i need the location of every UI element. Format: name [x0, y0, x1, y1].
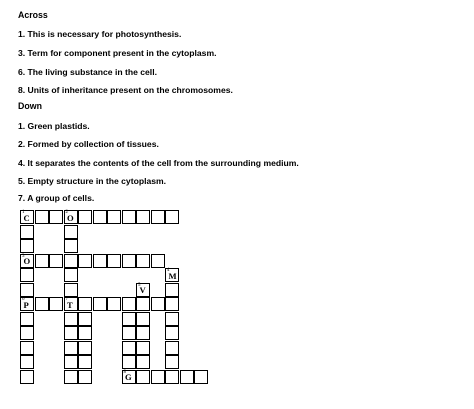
- grid-cell[interactable]: [107, 210, 121, 224]
- grid-cell[interactable]: [64, 341, 78, 355]
- grid-cell[interactable]: [78, 355, 92, 369]
- grid-cell[interactable]: [78, 326, 92, 340]
- grid-cell[interactable]: [20, 268, 34, 282]
- grid-cell[interactable]: [78, 297, 92, 311]
- grid-cell[interactable]: [165, 341, 179, 355]
- grid-cell[interactable]: [20, 254, 34, 268]
- grid-cell[interactable]: [64, 370, 78, 384]
- grid-cell[interactable]: [136, 341, 150, 355]
- cell-letter: V: [139, 285, 146, 295]
- grid-cell[interactable]: [20, 355, 34, 369]
- across-clue-8: 8. Units of inheritance present on the chromosomes.: [18, 85, 233, 95]
- clue-number: 2: [65, 210, 68, 215]
- grid-cell[interactable]: [136, 254, 150, 268]
- down-clue-4: 4. It separates the contents of the cell from the surrounding medium.: [18, 158, 299, 168]
- across-clue-1: 1. This is necessary for photosynthesis.: [18, 29, 182, 39]
- grid-cell[interactable]: [122, 254, 136, 268]
- grid-cell[interactable]: [64, 326, 78, 340]
- grid-cell[interactable]: [136, 370, 150, 384]
- grid-cell[interactable]: [35, 210, 49, 224]
- down-heading: Down: [18, 101, 42, 111]
- cell-letter: O: [67, 212, 74, 223]
- grid-cell[interactable]: [107, 254, 121, 268]
- grid-cell[interactable]: [165, 268, 179, 282]
- grid-cell[interactable]: [93, 254, 107, 268]
- grid-cell[interactable]: [64, 312, 78, 326]
- clue-number: 7: [65, 297, 68, 302]
- grid-cell[interactable]: [20, 283, 34, 297]
- across-clue-3: 3. Term for component present in the cytoplasm.: [18, 48, 217, 58]
- crossword-grid: [20, 210, 200, 409]
- grid-cell[interactable]: [64, 254, 78, 268]
- grid-cell[interactable]: [93, 210, 107, 224]
- grid-cell[interactable]: [35, 254, 49, 268]
- grid-cell[interactable]: [122, 355, 136, 369]
- grid-cell[interactable]: [165, 283, 179, 297]
- clue-number: 3: [22, 253, 25, 259]
- grid-cell[interactable]: [20, 297, 34, 311]
- cell-letter: P: [23, 299, 29, 310]
- grid-cell[interactable]: [78, 312, 92, 326]
- grid-cell[interactable]: [122, 210, 136, 224]
- down-clue-5: 5. Empty structure in the cytoplasm.: [18, 176, 167, 186]
- grid-cell[interactable]: [136, 297, 150, 311]
- grid-cell[interactable]: [78, 341, 92, 355]
- grid-cell[interactable]: [151, 370, 165, 384]
- grid-cell[interactable]: [165, 326, 179, 340]
- down-clue-2: 2. Formed by collection of tissues.: [18, 139, 159, 149]
- grid-cell[interactable]: [64, 297, 78, 311]
- grid-cell[interactable]: [165, 210, 179, 224]
- grid-cell[interactable]: [64, 283, 78, 297]
- down-clue-7: 7. A group of cells.: [18, 193, 95, 203]
- grid-cell[interactable]: [151, 254, 165, 268]
- grid-cell[interactable]: [180, 370, 194, 384]
- grid-cell[interactable]: [49, 210, 63, 224]
- grid-cell[interactable]: [20, 370, 34, 384]
- grid-cell[interactable]: [78, 210, 92, 224]
- grid-cell[interactable]: [64, 210, 78, 224]
- clue-number: 6: [22, 297, 25, 302]
- grid-cell[interactable]: [136, 326, 150, 340]
- cell-letter: O: [23, 256, 31, 266]
- grid-cell[interactable]: [64, 268, 78, 282]
- grid-cell[interactable]: [93, 297, 107, 311]
- grid-cell[interactable]: [64, 355, 78, 369]
- grid-cell[interactable]: [165, 297, 179, 311]
- grid-cell[interactable]: [78, 254, 92, 268]
- grid-cell[interactable]: [136, 312, 150, 326]
- grid-cell[interactable]: [107, 297, 121, 311]
- grid-cell[interactable]: [20, 210, 34, 224]
- clue-number: 4: [167, 268, 170, 273]
- grid-cell[interactable]: [165, 355, 179, 369]
- grid-cell[interactable]: [122, 326, 136, 340]
- grid-cell[interactable]: [122, 297, 136, 311]
- down-clue-1: 1. Green plastids.: [18, 121, 90, 131]
- grid-cell[interactable]: [20, 239, 34, 253]
- grid-cell[interactable]: [49, 254, 63, 268]
- grid-cell[interactable]: [64, 225, 78, 239]
- grid-cell[interactable]: [20, 225, 34, 239]
- clue-number: 8: [123, 369, 126, 375]
- grid-cell[interactable]: [136, 283, 150, 297]
- grid-cell[interactable]: [64, 239, 78, 253]
- grid-cell[interactable]: [35, 297, 49, 311]
- grid-cell[interactable]: [151, 297, 165, 311]
- across-heading: Across: [18, 10, 48, 20]
- grid-cell[interactable]: [122, 312, 136, 326]
- grid-cell[interactable]: [165, 312, 179, 326]
- grid-cell[interactable]: [165, 370, 179, 384]
- cell-letter: M: [168, 270, 177, 281]
- grid-cell[interactable]: [20, 326, 34, 340]
- grid-cell[interactable]: [122, 370, 136, 384]
- grid-cell[interactable]: [136, 210, 150, 224]
- grid-cell[interactable]: [151, 210, 165, 224]
- grid-cell[interactable]: [78, 370, 92, 384]
- grid-cell[interactable]: [194, 370, 208, 384]
- grid-cell[interactable]: [49, 297, 63, 311]
- across-clue-6: 6. The living substance in the cell.: [18, 67, 157, 77]
- grid-cell[interactable]: [20, 341, 34, 355]
- cell-letter: G: [125, 372, 132, 382]
- grid-cell[interactable]: [136, 355, 150, 369]
- clue-number: 1: [22, 210, 25, 215]
- grid-cell[interactable]: [122, 341, 136, 355]
- clue-number: 5: [138, 282, 141, 288]
- cell-letter: C: [23, 212, 30, 223]
- cell-letter: T: [67, 299, 73, 310]
- grid-cell[interactable]: [20, 312, 34, 326]
